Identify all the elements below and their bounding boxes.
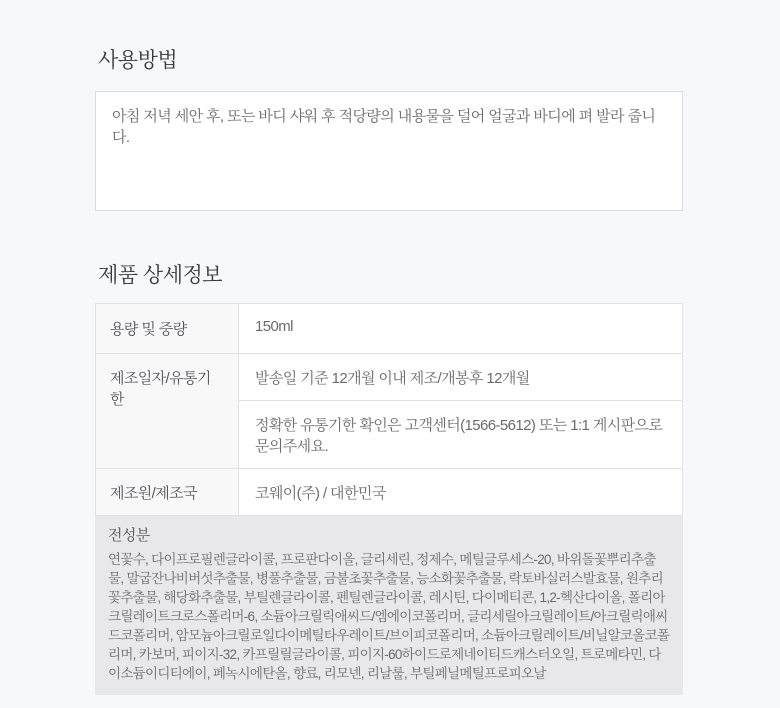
table-row-expiry <box>96 354 683 401</box>
spec-value-expiry-manufacture: 발송일 기준 12개월 이내 제조/개봉후 12개월 <box>239 354 683 401</box>
usage-section <box>95 46 683 211</box>
table-row-volume <box>96 304 683 354</box>
spec-label-manufacturer: 제조원/제조국 <box>96 469 239 516</box>
ingredients-section <box>95 516 683 695</box>
spec-table <box>95 303 683 516</box>
spec-value-expiry-note: 정확한 유통기한 확인은 고객센터(1566-5612) 또는 1:1 게시판으로 문의주세요. <box>239 401 683 469</box>
ingredients-label: 전성분 <box>108 527 150 544</box>
usage-instructions-text: 아침 저녁 세안 후, 또는 바디 샤워 후 적당량의 내용물을 덜어 얼굴과 바디에 펴 발라 줍니다. <box>112 108 656 146</box>
spec-label-volume: 용량 및 중량 <box>96 304 239 354</box>
table-row-manufacturer <box>96 469 683 516</box>
usage-section-title: 사용방법 <box>98 49 178 72</box>
product-detail-page <box>95 0 683 695</box>
usage-instructions-box <box>95 91 683 211</box>
spec-label-expiry: 제조일자/유통기한 <box>96 354 239 469</box>
detail-section-title: 제품 상세정보 <box>98 264 223 287</box>
ingredients-text: 연꽃수, 다이프로필렌글라이콜, 프로판다이올, 글리세린, 정제수, 메틸글루세스-20, 바위돌꽃뿌리추출물, 말굽잔나비버섯추출물, 병풀추출물, 금불초꽃추출물, 능소화꽃추출물, 락토바실러스발효물, 원추리꽃추출물, 해당화추출물, 부틸렌글라이콜, 펜틸렌글라이콜, 레시틴, 다이메티콘, 1,2-헥산다이올, 폴리아크릴레이트크로스폴리머-6, 소듐아크릴릭애씨드/엠에이코폴리머, 글리세릴아크릴레이트/아크릴릭애씨드코폴리머, 암모늄아크릴로일다이메틸타우레이트/브이피코폴리머, 소듐아크릴레이트/비닐알코올코폴리머, 카보머, 피이지-32, 카프릴릴글라이콜, 피이지-60하이드로제네이티드캐스터오일, 트로메타민, 다이소듐이디티에이, 페녹시에탄올, 향료, 리모넨, 리날룰, 부틸페닐메틸프로피오날 <box>108 552 670 681</box>
product-detail-section <box>95 261 683 695</box>
spec-value-volume: 150ml <box>239 304 683 354</box>
spec-value-manufacturer: 코웨이(주) / 대한민국 <box>239 469 683 516</box>
